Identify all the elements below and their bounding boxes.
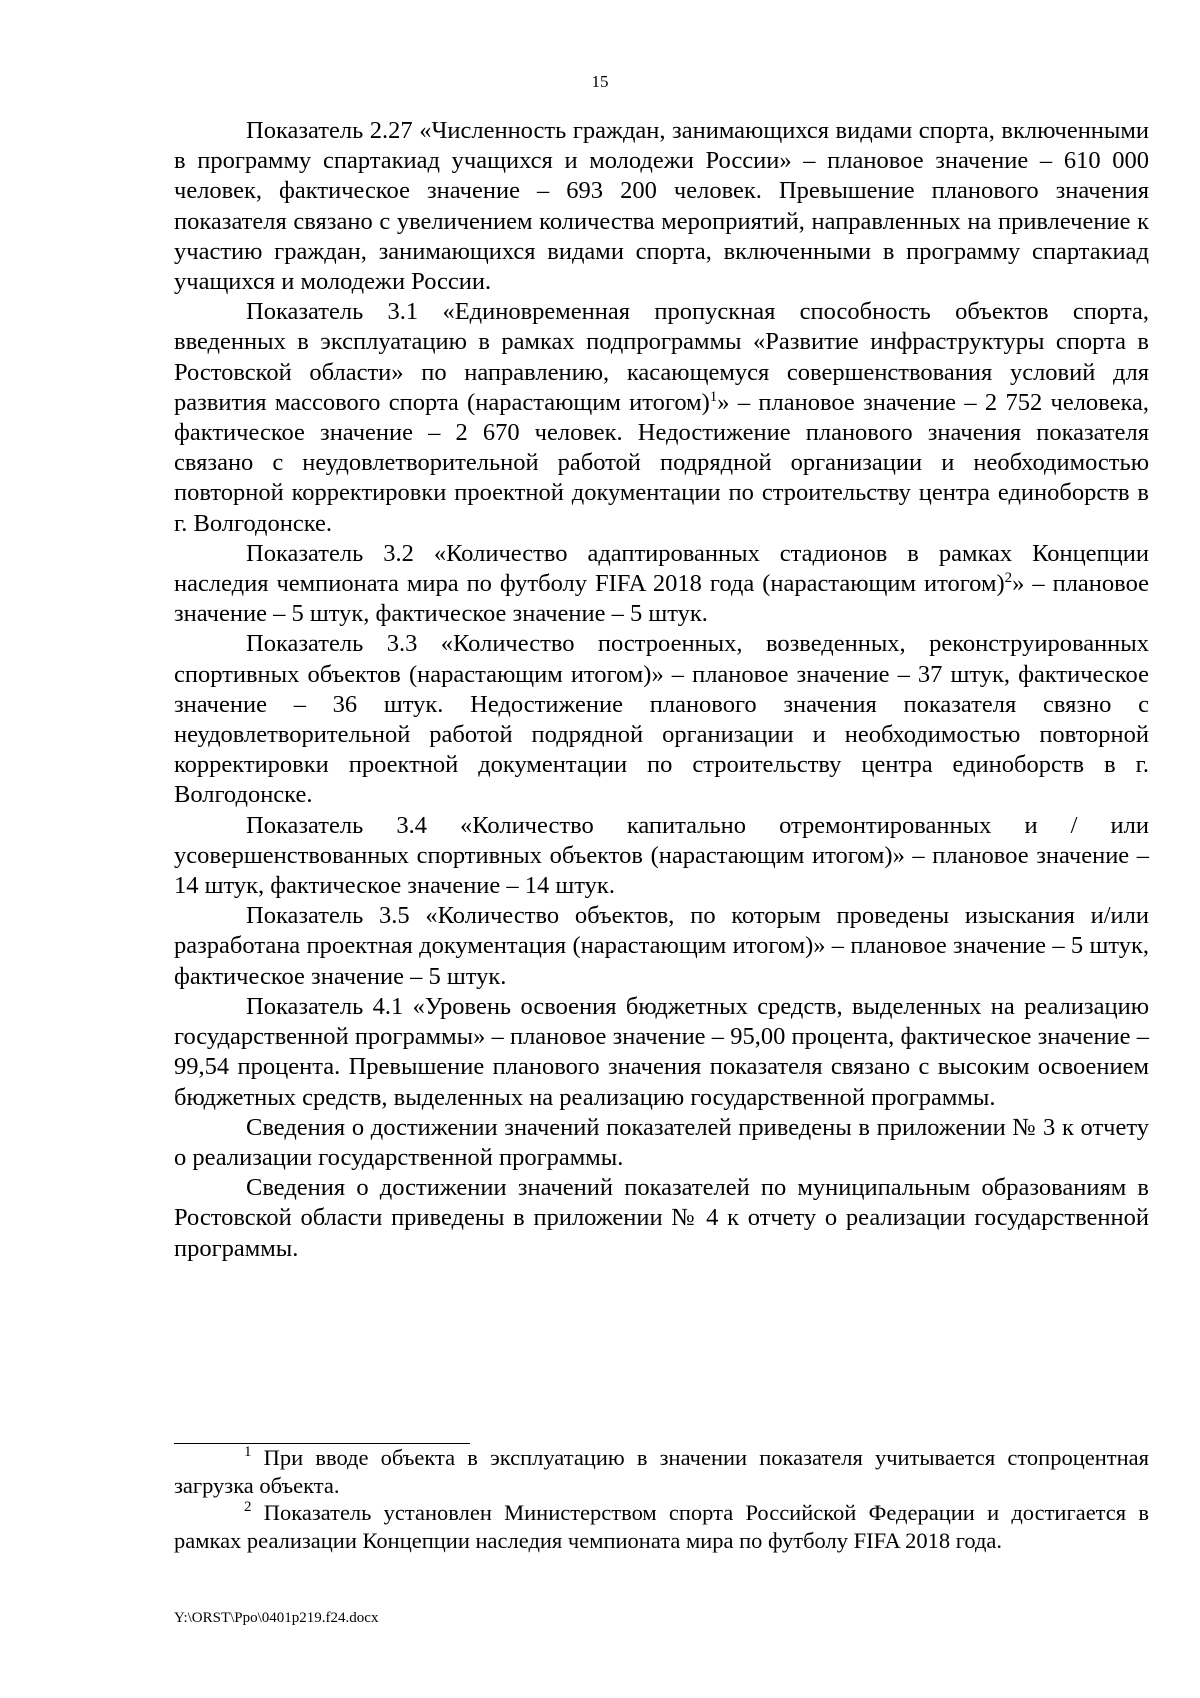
paragraph-text: Показатель 3.5 «Количество объектов, по которым проведены изыскания и/или разработана проектная документация (нарастающим итогом)» – плановое значение – 5 штук, фактическое значение – 5 штук. bbox=[174, 902, 1149, 990]
paragraph-text: Показатель 3.4 «Количество капитально отремонтированных и / или усовершенствованных спортивных объектов (нарастающим итогом)» – плановое значение – 14 штук, фактическое значение – 14 штук. bbox=[174, 811, 1149, 900]
paragraph-text: Показатель 3.2 «Количество адаптированных стадионов в рамках Концепции наследия чемпионата мира по футболу FIFA 2018 года (нарастающим итогом) bbox=[174, 539, 1149, 598]
paragraph bbox=[174, 116, 1149, 297]
paragraph bbox=[174, 992, 1149, 1113]
footnote-marker: 2 bbox=[244, 1499, 252, 1515]
paragraph-text: Сведения о достижении значений показателей приведены в приложении № 3 к отчету о реализации государственной программы. bbox=[174, 1113, 1149, 1171]
footnote-text: Показатель установлен Министерством спорта Российской Федерации и достигается в рамках реализации Концепции наследия чемпионата мира по футболу FIFA 2018 года. bbox=[174, 1500, 1149, 1553]
paragraph-text: Показатель 2.27 «Численность граждан, занимающихся видами спорта, включенными в программу спартакиад учащихся и молодежи России» – плановое значение – 610 000 человек, фактическое значение – 693 200 человек. Превышение планового значения показателя связано с увеличением количества мероприятий, направленных на привлечение к участию граждан, занимающихся видами спорта, включенными в программу спартакиад учащихся и молодежи России. bbox=[174, 117, 1149, 296]
paragraph-text: Сведения о достижении значений показателей по муниципальным образованиям в Ростовской области приведены в приложении № 4 к отчету о реализации государственной программы. bbox=[174, 1174, 1149, 1262]
footnote-text: При вводе объекта в эксплуатацию в значении показателя учитывается стопроцентная загрузка объекта. bbox=[174, 1445, 1149, 1498]
paragraph-text: » – плановое значение – 2 752 человека, фактическое значение – 2 670 человек. Недостижение планового значения показателя связано с неудовлетворительной работой подрядной организации и необходимостью повторной корректировки проектной документации по строительству центра единоборств в г. Волгодонске. bbox=[174, 388, 1149, 537]
footnote-marker: 1 bbox=[244, 1444, 252, 1460]
paragraph-text: » – плановое значение – 5 штук, фактическое значение – 5 штук. bbox=[174, 570, 1149, 628]
paragraph bbox=[174, 811, 1149, 902]
paragraph-text: Показатель 3.3 «Количество построенных, возведенных, реконструированных спортивных объектов (нарастающим итогом)» – плановое значение – 37 штук, фактическое значение – 36 штук. Недостижение планового значения показателя связно с неудовлетворительной работой подрядной организации и необходимостью повторной корректировки проектной документации по строительству центра единоборств в г. Волгодонске. bbox=[174, 630, 1149, 809]
paragraph bbox=[174, 1113, 1149, 1173]
page-number: 15 bbox=[591, 72, 609, 91]
footnote bbox=[174, 1444, 1149, 1499]
footnote-reference: 2 bbox=[1004, 570, 1013, 587]
paragraph-text: Показатель 4.1 «Уровень освоения бюджетных средств, выделенных на реализацию государственной программы» – плановое значение – 95,00 процента, фактическое значение – 99,54 процента. Превышение планового значения показателя связано с высоким освоением бюджетных средств, выделенных на реализацию государственной программы. bbox=[174, 992, 1149, 1111]
paragraph bbox=[174, 539, 1149, 630]
paragraph bbox=[174, 901, 1149, 992]
paragraph bbox=[174, 629, 1149, 810]
footnote-reference: 1 bbox=[709, 388, 718, 405]
file-path: Y:\ORST\Ppo\0401p219.f24.docx bbox=[174, 1610, 379, 1626]
paragraph-text: Показатель 3.1 «Единовременная пропускная способность объектов спорта, введенных в эксплуатацию в рамках подпрограммы «Развитие инфраструктуры спорта в Ростовской области» по направлению, касающемуся совершенствования условий для развития массового спорта (нарастающим итогом) bbox=[174, 298, 1149, 416]
footnotes bbox=[174, 1444, 1149, 1554]
paragraph bbox=[174, 297, 1149, 539]
body-text bbox=[174, 116, 1149, 1264]
paragraph bbox=[174, 1173, 1149, 1264]
footnote bbox=[174, 1499, 1149, 1554]
